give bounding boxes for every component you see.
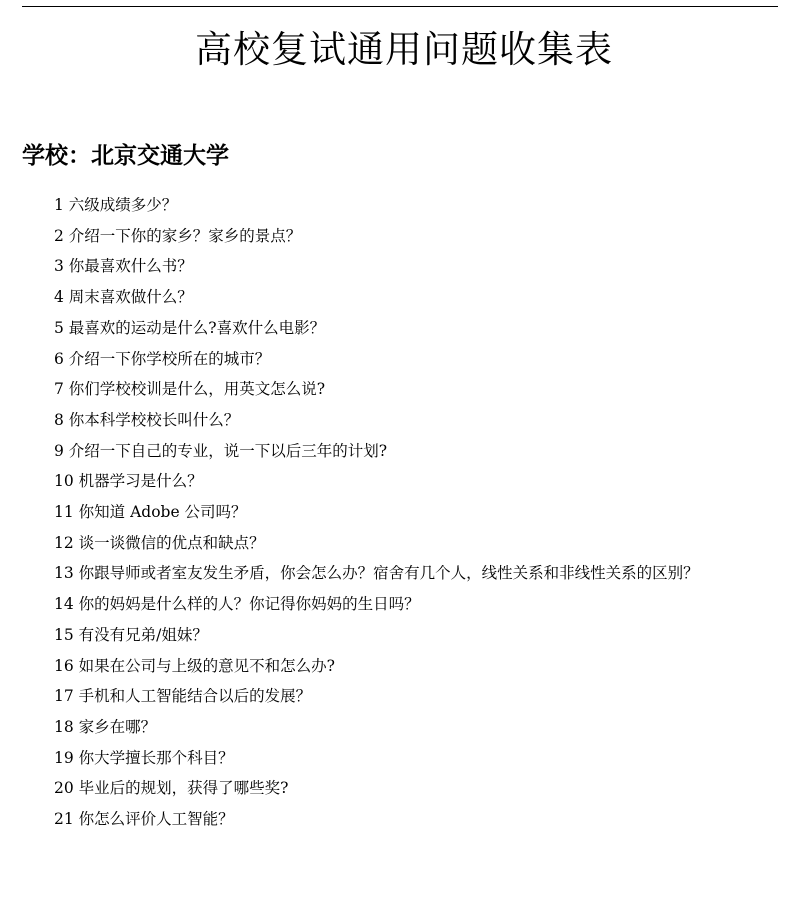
document-title: 高校复试通用问题收集表 — [195, 28, 613, 71]
question-item: 3 你最喜欢什么书？ — [54, 257, 193, 276]
question-item: 7 你们学校校训是什么，用英文怎么说? — [54, 380, 326, 399]
top-rule — [22, 6, 778, 7]
question-item: 13 你跟导师或者室友发生矛盾，你会怎么办？宿舍有几个人，线性关系和非线性关系的区别？ — [54, 564, 699, 583]
question-item: 12 谈一谈微信的优点和缺点？ — [54, 533, 265, 552]
question-item: 1 六级成绩多少？ — [54, 196, 178, 214]
question-item: 10 机器学习是什么？ — [54, 472, 203, 491]
question-item: 17 手机和人工智能结合以后的发展？ — [54, 687, 312, 706]
question-item: 11 你知道 Adobe 公司吗？ — [54, 503, 247, 522]
question-item: 4 周末喜欢做什么？ — [54, 288, 193, 307]
question-item: 6 介绍一下你学校所在的城市？ — [54, 349, 271, 368]
question-item: 18 家乡在哪？ — [54, 717, 157, 736]
question-item: 2 介绍一下你的家乡？家乡的景点？ — [54, 226, 302, 245]
question-item: 15 有没有兄弟/姐妹？ — [54, 625, 208, 644]
question-item: 8 你本科学校校长叫什么？ — [54, 410, 240, 429]
question-item: 5 最喜欢的运动是什么?喜欢什么电影？ — [54, 318, 326, 337]
question-list — [22, 190, 782, 835]
question-item: 16 如果在公司与上级的意见不和怎么办? — [54, 656, 335, 675]
question-item: 20 毕业后的规划，获得了哪些奖? — [54, 779, 289, 798]
question-item: 14 你的妈妈是什么样的人？你记得你妈妈的生日吗？ — [54, 595, 420, 614]
question-item: 21 你怎么评价人工智能？ — [54, 810, 234, 829]
question-item: 19 你大学擅长那个科目？ — [54, 748, 234, 767]
school-heading: 学校：北京交通大学 — [22, 143, 229, 169]
question-item: 9 介绍一下自己的专业，说一下以后三年的计划? — [54, 441, 388, 460]
